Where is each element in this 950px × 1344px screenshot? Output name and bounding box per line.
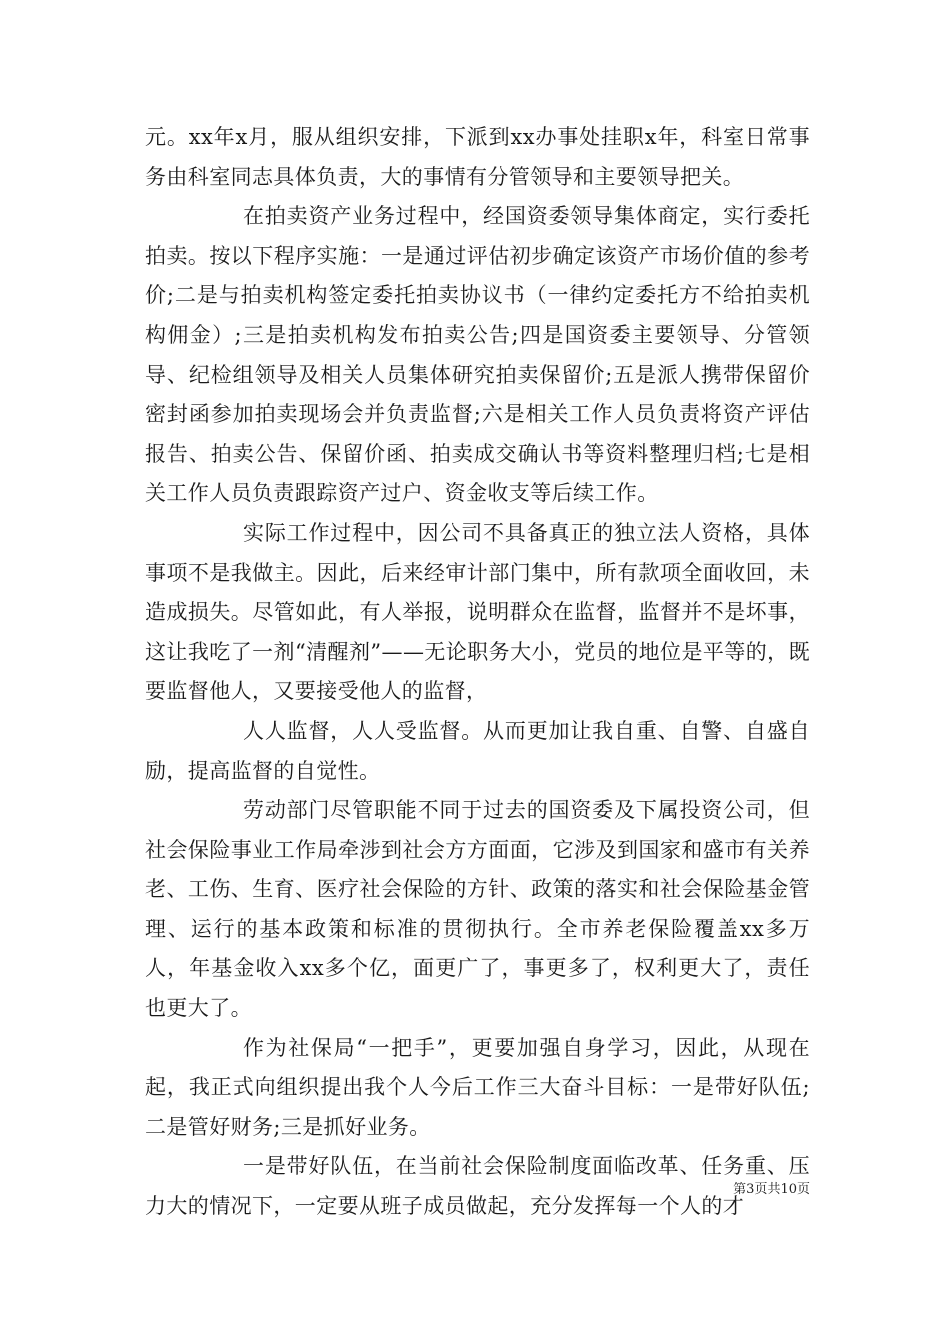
paragraph-work-goals: 作为社保局“一把手”，更要加强自身学习，因此，从现在起，我正式向组织提出我个人今后工作三大奋斗目标：一是带好队伍;二是管好财务;三是抓好业务。: [145, 1035, 810, 1139]
paragraph-auction-process: 在拍卖资产业务过程中，经国资委领导集体商定，实行委托拍卖。按以下程序实施：一是通过评估初步确定该资产市场价值的参考价;二是与拍卖机构签定委托拍卖协议书（一律约定委托方不给拍卖机构佣金）;三是拍卖机构发布拍卖公告;四是国资委主要领导、分管领导、纪检组领导及相关人员集体研究拍卖保留价;五是派人携带保留价密封函参加拍卖现场会并负责监督;六是相关工作人员负责将资产评估报告、拍卖公告、保留价函、拍卖成交确认书等资料整理归档;七是相关工作人员负责跟踪资产过户、资金收支等后续工作。: [145, 204, 810, 506]
paragraph-labor-department: 劳动部门尽管职能不同于过去的国资委及下属投资公司，但社会保险事业工作局牵涉到社会方方面面，它涉及到国家和盛市有关养老、工伤、生育、医疗社会保险的方针、政策的落实和社会保险基金管理、运行的基本政策和标准的贯彻执行。全市养老保险覆盖xx多万人，年基金收入xx多个亿，面更广了，事更多了，权利更大了，责任也更大了。: [145, 798, 810, 1021]
paragraph-actual-work: 实际工作过程中，因公司不具备真正的独立法人资格，具体事项不是我做主。因此，后来经审计部门集中，所有款项全面收回，未造成损失。尽管如此，有人举报，说明群众在监督，监督并不是坏事，这让我吃了一剂“清醒剂”——无论职务大小，党员的地位是平等的，既要监督他人，又要接受他人的监督，: [145, 520, 810, 704]
paragraph-lead-team: 一是带好队伍，在当前社会保险制度面临改革、任务重、压力大的情况下，一定要从班子成员做起，充分发挥每一个人的才: [145, 1154, 810, 1219]
document-body: [145, 118, 810, 1227]
paragraph-supervision: 人人监督，人人受监督。从而更加让我自重、自警、自盛自励，提高监督的自觉性。: [145, 718, 810, 783]
paragraph-continuation: 元。xx年x月，服从组织安排，下派到xx办事处挂职x年，科室日常事务由科室同志具体负责，大的事情有分管领导和主要领导把关。: [145, 125, 810, 189]
page-number-footer: 第3页共10页: [733, 1182, 810, 1197]
